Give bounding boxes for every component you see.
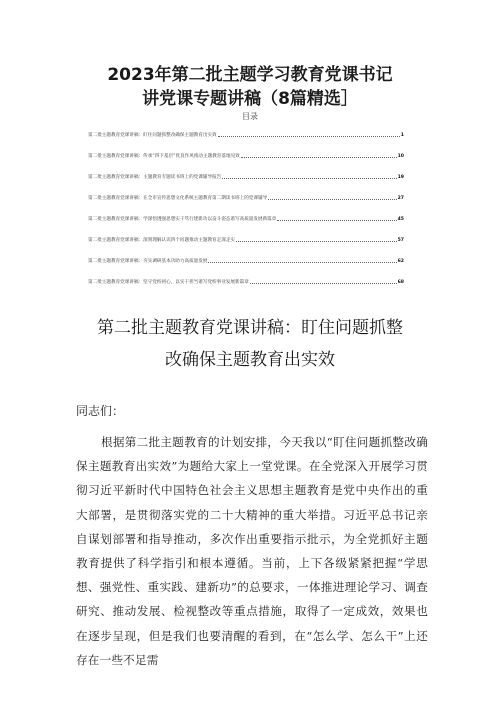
toc-entry-title: 第二批主题教育党课讲稿：坚守党校初心，以实干担当谱写党校事业发展新篇章 bbox=[88, 280, 249, 285]
toc-entry[interactable] bbox=[88, 233, 404, 243]
greeting: 同志们： bbox=[76, 404, 125, 418]
document-title-line-2: 讲党课专题讲稿（8篇精选］ bbox=[142, 89, 358, 109]
toc-entry[interactable] bbox=[88, 128, 404, 138]
toc-leader-dots bbox=[208, 261, 396, 263]
toc-leader-dots bbox=[250, 282, 397, 284]
toc-entry[interactable] bbox=[88, 254, 404, 264]
toc-entry-page: 57 bbox=[397, 238, 404, 243]
toc-entry[interactable] bbox=[88, 170, 404, 180]
toc-leader-dots bbox=[236, 240, 397, 242]
toc-entry-title: 第二批主题教育党课讲稿：盯住问题抓整改确保主题教育出实效 bbox=[88, 133, 217, 138]
section-title-line-2: 改确保主题教育出实效 bbox=[165, 350, 335, 370]
toc-leader-dots bbox=[222, 177, 396, 179]
toc-entry-title: 第二批主题教育党课讲稿：传承“四下基层”优良作风推动主题教育落地见效 bbox=[88, 154, 240, 159]
toc-entry-page: 27 bbox=[397, 196, 404, 201]
document-title-line-1: 2023年第二批主题学习教育党课书记 bbox=[107, 65, 393, 85]
toc-entry[interactable] bbox=[88, 191, 404, 201]
toc-heading: 目录 bbox=[242, 112, 258, 121]
toc-leader-dots bbox=[218, 135, 400, 137]
toc-entry-page: 68 bbox=[397, 280, 404, 285]
toc-entry-page: 1 bbox=[400, 133, 404, 138]
toc-entry[interactable] bbox=[88, 212, 404, 222]
toc-entry-title: 第二批主题教育党课讲稿：在全市宣传思想文化系统主题教育第二期读书班上的党课辅导 bbox=[88, 196, 268, 201]
toc-entry-page: 19 bbox=[397, 175, 404, 180]
toc-entry-title: 第二批主题教育党课讲稿：夯实调研基本功助力高质量发展 bbox=[88, 259, 208, 264]
toc-leader-dots bbox=[268, 198, 396, 200]
toc-leader-dots bbox=[241, 156, 397, 158]
toc-entry-title: 第二批主题教育党课讲稿：主题教育专题读书班上的党课辅导报告 bbox=[88, 175, 222, 180]
toc-entry-page: 45 bbox=[397, 217, 404, 222]
toc-entry[interactable] bbox=[88, 275, 404, 285]
toc-entry[interactable] bbox=[88, 149, 404, 159]
toc-entry-page: 10 bbox=[397, 154, 404, 159]
section-title-line-1: 第二批主题教育党课讲稿：盯住问题抓整 bbox=[97, 318, 403, 338]
toc-entry-title: 第二批主题教育党课讲稿：学深悟透强思想实干笃行建新功以奋斗姿态谱写高质量发展新篇章 bbox=[88, 217, 277, 222]
body-paragraph: 根据第二批主题教育的计划安排，今天我以“盯住问题抓整改确保主题教育出实效”为题给大家上一堂党课。在全党深入开展学习贯彻习近平新时代中国特色社会主义思想主题教育是党中央作出的重大部署，是贯彻落实党的二十大精神的重大举措。习近平总书记亲自谋划部署和指导推动，多次作出重要指示批示，为全党抓好主题教育提供了科学指引和根本遵循。当前，上下各级紧紧把握“学思想、强党性、重实践、建新功”的总要求，一体推进理论学习、调查研究、推动发展、检视整改等重点措施，取得了一定成效，效果也在逐步呈现，但是我们也要清醒的看到，在“怎么学、怎么干”上还存在一些不足需 bbox=[76, 435, 428, 667]
toc-entry-page: 62 bbox=[397, 259, 404, 264]
toc-entry-title: 第二批主题教育党课讲稿：深刻理解认识四个问题推动主题教育走深走实 bbox=[88, 238, 236, 243]
toc-leader-dots bbox=[277, 219, 396, 221]
